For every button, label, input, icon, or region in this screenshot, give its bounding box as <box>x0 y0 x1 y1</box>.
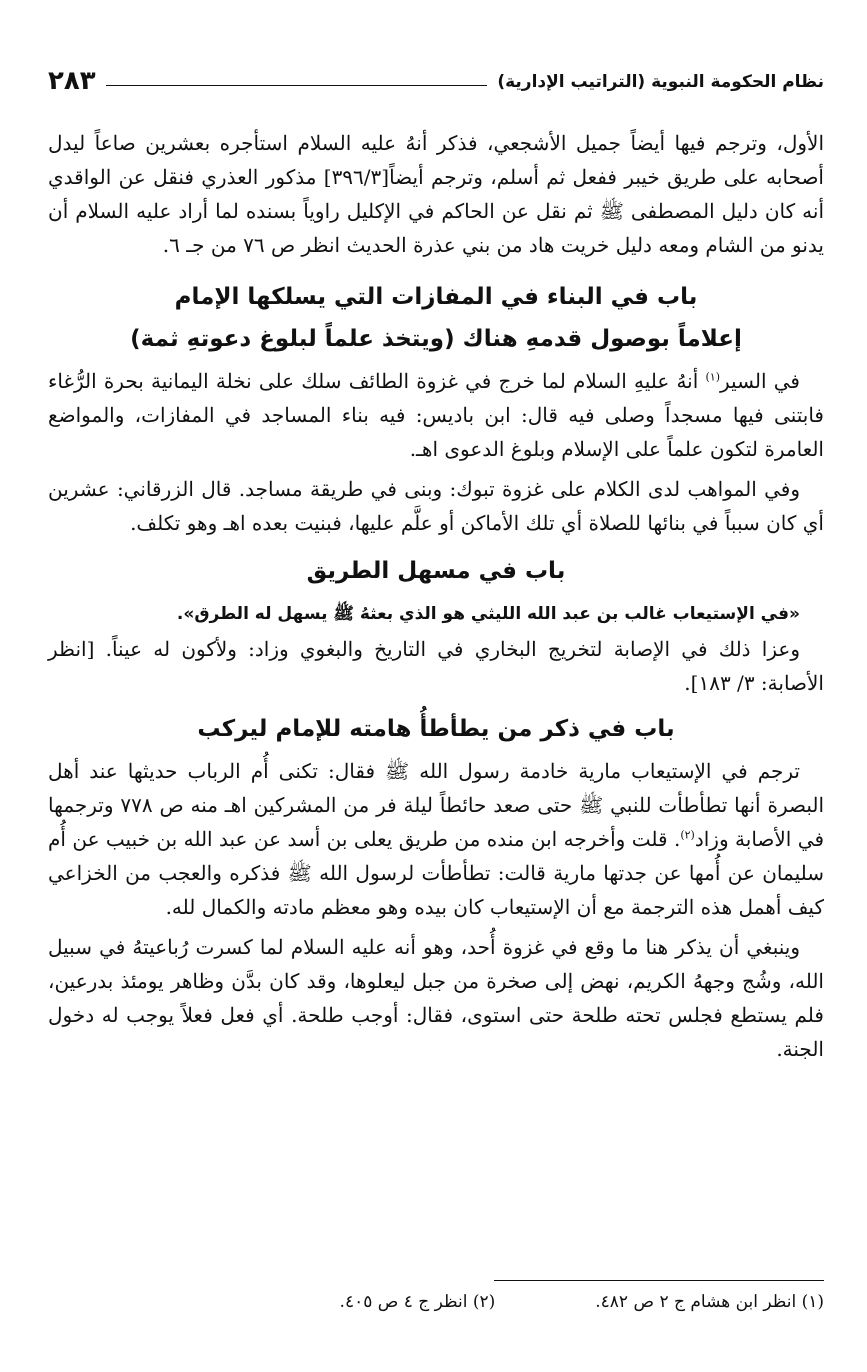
footnote-1: (١) انظر ابن هشام ج ٢ ص ٤٨٢. <box>595 1292 824 1312</box>
page-header <box>48 58 824 98</box>
paragraph-4: وعزا ذلك في الإصابة لتخريج البخاري في التاريخ والبغوي وزاد: ولأكون له عيناً. [انظر الأصابة: ٣/ ١٨٣]. <box>48 637 824 695</box>
quote-line: «في الإستيعاب غالب بن عبد الله الليثي هو الذي بعثهُ ﷺ يسهل له الطرق». <box>176 604 800 624</box>
page-number: ٢٨٣ <box>48 66 96 96</box>
paragraph-3: وفي المواهب لدى الكلام على غزوة تبوك: وبنى في طريقة مساجد. قال الزرقاني: عشرين أي كان سبباً في بنائها للصلاة أي تلك الأماكن أو علَّم عليها، فبنيت بعده اهـ وهو تكلف. <box>48 477 824 535</box>
book-page <box>48 48 824 1348</box>
paragraph-5 <box>48 754 824 924</box>
footnote-2: (٢) انظر ج ٤ ص ٤٠٥. <box>339 1292 496 1312</box>
section-heading-1-subtitle: إعلاماً بوصول قدمهِ هناك (ويتخذ علماً لبلوغ دعوتهِ ثمة) <box>130 326 742 352</box>
footnote-ref-2: (٢) <box>680 828 695 842</box>
footnote-rule <box>494 1280 824 1281</box>
paragraph-2-rest: أنهُ عليهِ السلام لما خرج في غزوة الطائف سلك على نخلة اليمانية بحرة الرُّغاء فابتنى فيها مسجداً وصلى فيه قال: ابن باديس: فيه بناء المساجد في المفازات، والمواضع العامرة لتكون علماً على الإسلام وبلوغ الدعوى اهـ. <box>48 369 824 461</box>
section-heading-1: باب في البناء في المفازات التي يسلكها الإمام <box>174 284 698 310</box>
paragraph-6: وينبغي أن يذكر هنا ما وقع في غزوة أُحد، وهو أنه عليه السلام لما كسرت رُباعيتهُ في سبيل الله، وشُج وجههُ الكريم، نهض إلى صخرة من جبل ليعلوها، وقد كان بدَّن وظاهر يومئذ بدرعين، فلم يستطع فجلس تحته طلحة حتى استوى، فقال: أوجب طلحة. أي فعل فعلاً يوجب له دخول الجنة. <box>48 935 824 1061</box>
page-body <box>48 126 824 1066</box>
paragraph-5-b: . قلت وأخرجه ابن منده من طريق يعلى بن أسد عن عبد الله بن خبيب عن أُم سليمان عن أُمها عن جدتها مارية قالت: تطأطأت لرسول الله ﷺ فذكره والعجب من الخزاعي كيف أهمل هذه الترجمة مع أن الإستيعاب كان بيده وهو معظم مادته والكمال لله. <box>48 827 824 919</box>
paragraph-2-lead: في السير <box>720 369 800 393</box>
footnote-ref-1: (١) <box>705 370 721 384</box>
running-title: نظام الحكومة النبوية (التراتيب الإدارية) <box>497 72 824 92</box>
paragraph-2 <box>48 364 824 466</box>
paragraph-1: الأول، وترجم فيها أيضاً جميل الأشجعي، فذكر أنهُ عليه السلام استأجره بعشرين صاعاً ليدل أصحابه على طريق خيبر ففعل ثم أسلم، وترجم أيضاً[٣٩٦/٣] مذكور العذري فنقل عن الواقدي أنه كان دليل المصطفى ﷺ ثم نقل عن الحاكم في الإكليل راوياً بسنده لما أراد عليه السلام أن يدنو من الشام ومعه دليل خريت هاد من بني عذرة الحديث انظر ص ٧٦ من جـ ٦. <box>48 131 824 257</box>
paragraph-5-a: ترجم في الإستيعاب مارية خادمة رسول الله ﷺ فقال: تكنى أُم الرباب حديثها عند أهل البصرة أنها تطأطأت للنبي ﷺ حتى صعد حائطاً ليلة فر من المشركين اهـ منه ص ٧٧٨ وترجمها في الأصابة وزاد <box>48 759 825 851</box>
section-heading-2: باب في مسهل الطريق <box>306 558 566 584</box>
section-heading-3: باب في ذكر من يطأطأُ هامته للإمام ليركب <box>197 716 675 742</box>
header-rule <box>106 85 488 86</box>
footnotes <box>48 1292 824 1312</box>
